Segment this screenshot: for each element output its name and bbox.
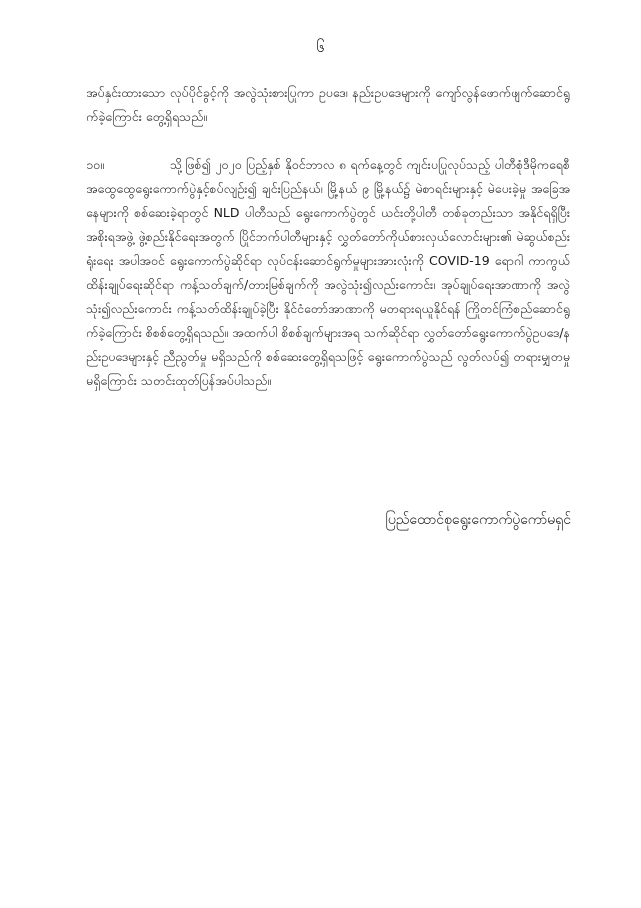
paragraph-10 [86,153,570,393]
page-number: ၆ [316,38,325,56]
issuer-signature: ပြည်ထောင်စုရွေးကောက်ပွဲကော်မရှင် [385,512,571,528]
paragraph-10-number: ၁၀။ [86,156,104,172]
continued-paragraph [86,81,570,129]
continued-paragraph-text: အပ်နှင်းထားသော လုပ်ပိုင်ခွင့်ကို အလွဲသုံးစားပြုကာ ဥပဒေ၊ နည်းဥပဒေများကို ကျော်လွန်ဖောက်ဖျက်ဆောင်ရွက်ခဲ့ကြောင်း တွေ့ရှိရသည်။ [86,84,570,124]
paragraph-10-text: သို့ဖြစ်၍ ၂၀၂၀ ပြည့်နှစ် နိုဝင်ဘာလ ၈ ရက်နေ့တွင် ကျင်းပပြုလုပ်သည့် ပါတီစုံဒီမိုကရေစီ အထွေထွေရွေးကောက်ပွဲနှင့်စပ်လျဉ်း၍ ချင်းပြည်နယ်၊ မြို့နယ် ၉ မြို့နယ်၌ မဲစာရင်းများနှင့် မဲပေးခဲ့မှု အခြေအနေများကို စစ်ဆေးခဲ့ရာတွင် NLD ပါတီသည် ရွေးကောက်ပွဲတွင် ယင်းတို့ပါတီ တစ်ခုတည်းသာ အနိုင်ရရှိပြီး အစိုးရအဖွဲ့ ဖွဲ့စည်းနိုင်ရေးအတွက် ပြိုင်ဘက်ပါတီများနှင့် လွှတ်တော်ကိုယ်စားလှယ်လောင်းများ၏ မဲဆွယ်စည်းရုံးရေး အပါအဝင် ရွေးကောက်ပွဲဆိုင်ရာ လုပ်ငန်းဆောင်ရွက်မှုများအားလုံးကို COVID-19 ရောဂါ ကာကွယ်ထိန်းချုပ်ရေးဆိုင်ရာ ကန့်သတ်ချက်/တားမြစ်ချက်ကို အလွဲသုံး၍လည်းကောင်း၊ အုပ်ချုပ်ရေးအာဏာကို အလွဲသုံး၍လည်းကောင်း ကန့်သတ်ထိန်းချုပ်ခဲ့ပြီး နိုင်ငံတော်အာဏာကို မတရားရယူနိုင်ရန် ကြိုတင်ကြံစည်ဆောင်ရွက်ခဲ့ကြောင်း စိစစ်တွေ့ရှိရသည်။ အထက်ပါ စိစစ်ချက်များအရ သက်ဆိုင်ရာ လွှတ်တော်ရွေးကောက်ပွဲဥပဒေ/နည်းဥပဒေများနှင့် ညီညွတ်မှု မရှိသည်ကို စစ်ဆေးတွေ့ရှိရသဖြင့် ရွေးကောက်ပွဲသည် လွတ်လပ်၍ တရားမျှတမှု မရှိကြောင်း သတင်းထုတ်ပြန်အပ်ပါသည်။ [86,156,570,388]
